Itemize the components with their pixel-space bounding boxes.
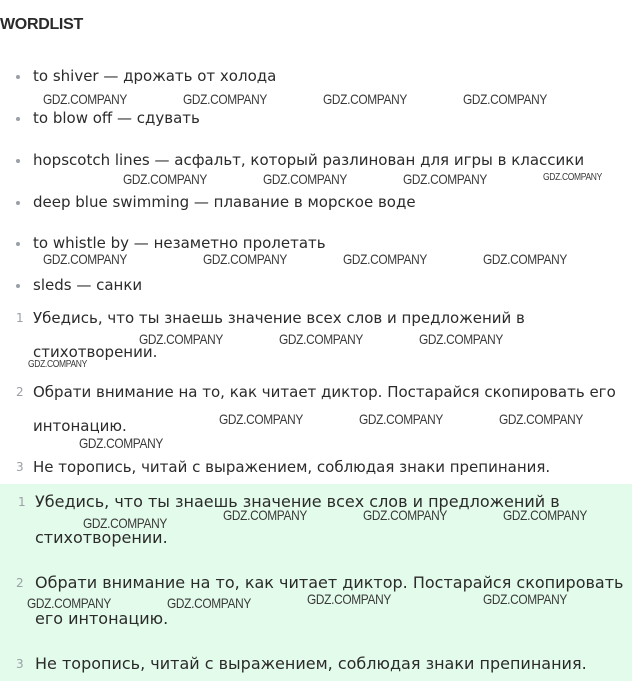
watermark: GDZ.COMPANY (363, 507, 447, 523)
watermark: GDZ.COMPANY (343, 251, 427, 267)
task-text: Убедись, что ты знаешь значение всех слов и предложений в (33, 309, 525, 327)
watermark: GDZ.COMPANY (403, 171, 487, 187)
watermark: GDZ.COMPANY (167, 595, 251, 611)
watermark: GDZ.COMPANY (203, 251, 287, 267)
word-item: deep blue swimming — плавание в морское воде (33, 193, 416, 211)
bullet-icon (16, 242, 20, 246)
watermark: GDZ.COMPANY (307, 591, 391, 607)
task-number: 3 (16, 460, 24, 474)
bullet-icon (16, 159, 20, 163)
watermark: GDZ.COMPANY (323, 91, 407, 107)
word-item: to shiver — дрожать от холода (33, 67, 277, 85)
watermark: GDZ.COMPANY (359, 411, 443, 427)
task-text: Убедись, что ты знаешь значение всех слов и предложений в (35, 492, 560, 511)
watermark: GDZ.COMPANY (223, 507, 307, 523)
watermark: GDZ.COMPANY (483, 251, 567, 267)
watermark: GDZ.COMPANY (483, 591, 567, 607)
task-number: 1 (18, 495, 26, 509)
watermark: GDZ.COMPANY (279, 331, 363, 347)
task-text-cont: интонацию. (33, 417, 127, 435)
watermark: GDZ.COMPANY (219, 411, 303, 427)
word-item: hopscotch lines — асфальт, который разлинован для игры в классики (33, 151, 585, 169)
task-text-cont: его интонацию. (35, 609, 169, 628)
task-number: 3 (16, 657, 24, 671)
watermark: GDZ.COMPANY (499, 411, 583, 427)
task-number: 2 (16, 576, 24, 590)
watermark: GDZ.COMPANY (419, 331, 503, 347)
word-item: to whistle by — незаметно пролетать (33, 234, 326, 252)
bullet-icon (16, 284, 20, 288)
watermark: GDZ.COMPANY (543, 172, 602, 183)
bullet-icon (16, 201, 20, 205)
watermark: GDZ.COMPANY (503, 507, 587, 523)
watermark: GDZ.COMPANY (43, 251, 127, 267)
watermark: GDZ.COMPANY (27, 595, 111, 611)
task-number: 2 (16, 385, 24, 399)
bullet-icon (16, 75, 20, 79)
word-item: sleds — санки (33, 276, 143, 294)
watermark: GDZ.COMPANY (43, 91, 127, 107)
watermark: GDZ.COMPANY (28, 359, 87, 370)
word-item: to blow off — сдувать (33, 109, 200, 127)
wordlist-title: WORDLIST (0, 16, 83, 33)
watermark: GDZ.COMPANY (83, 515, 167, 531)
task-text: Обрати внимание на то, как читает диктор. Постарайся скопировать (35, 573, 624, 592)
task-text: Обрати внимание на то, как читает диктор. Постарайся скопировать его (33, 383, 616, 401)
watermark: GDZ.COMPANY (79, 435, 163, 451)
task-text-cont: стихотворении. (35, 528, 168, 547)
task-text: Не торопись, читай с выражением, соблюдая знаки препинания. (33, 458, 551, 476)
task-text-cont: стихотворении. (33, 343, 158, 361)
task-number: 1 (16, 311, 24, 325)
task-text: Не торопись, читай с выражением, соблюдая знаки препинания. (35, 654, 587, 673)
watermark: GDZ.COMPANY (183, 91, 267, 107)
bullet-icon (16, 117, 20, 121)
watermark: GDZ.COMPANY (139, 331, 223, 347)
watermark: GDZ.COMPANY (463, 91, 547, 107)
watermark: GDZ.COMPANY (123, 171, 207, 187)
watermark: GDZ.COMPANY (263, 171, 347, 187)
